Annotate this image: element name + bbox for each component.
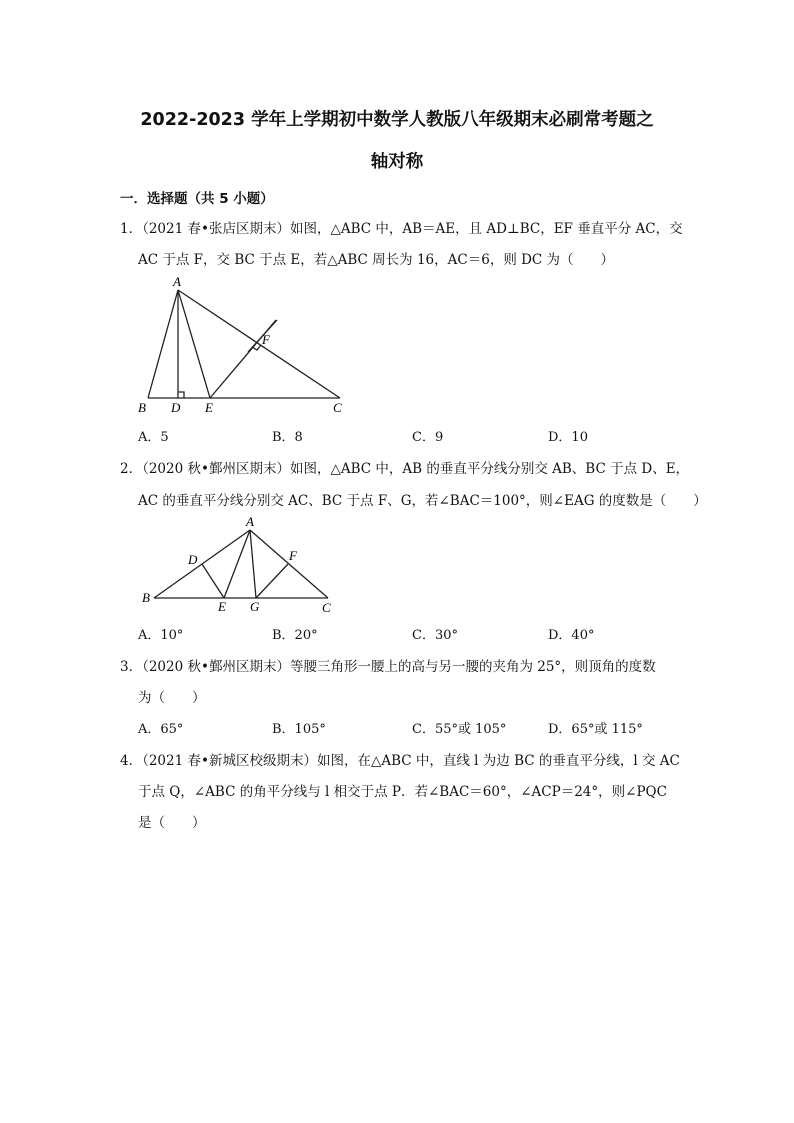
fig1-label-c: C (333, 400, 342, 415)
fig1-label-d: D (171, 400, 181, 415)
question-2-line-2: AC 的垂直平分线分别交 AC、BC 于点 F、G，若∠BAC＝100°，则∠EAG 的度数是（ ） (138, 493, 707, 509)
fig2-label-f: F (289, 548, 297, 563)
question-2-line-1: 2．（2020 秋•鄞州区期末）如图，△ABC 中，AB 的垂直平分线分别交 AB、BC 于点 D、E， (120, 461, 690, 477)
q2-option-b: B．20° (272, 628, 318, 643)
q3-option-d: D．65°或 115° (548, 722, 643, 737)
q3-option-c: C．55°或 105° (412, 722, 507, 737)
document-title-line-2: 轴对称 (370, 152, 424, 172)
fig2-label-g: G (250, 599, 260, 614)
fig1-label-a: A (173, 274, 181, 289)
question-2-figure (136, 512, 346, 616)
fig2-label-d: D (188, 552, 198, 567)
question-3-line-2: 为（ ） (138, 690, 206, 706)
fig1-label-e: E (205, 400, 213, 415)
question-4-line-2: 于点 Q，∠ABC 的角平分线与 l 相交于点 P．若∠BAC＝60°，∠ACP＝24°，则∠PQC (138, 784, 667, 800)
fig1-label-b: B (138, 400, 146, 415)
q1-option-b: B．8 (272, 430, 303, 445)
question-1-line-1: 1．（2021 春•张店区期末）如图，△ABC 中，AB＝AE，且 AD⊥BC，EF 垂直平分 AC，交 (120, 221, 683, 237)
fig2-label-b: B (142, 590, 150, 605)
q3-option-b: B．105° (272, 722, 326, 737)
fig2-label-a: A (246, 514, 254, 529)
q2-option-d: D．40° (548, 628, 595, 643)
section-heading: 一．选择题（共 5 小题） (120, 191, 274, 207)
fig2-label-c: C (322, 600, 331, 615)
q1-option-a: A．5 (138, 430, 169, 445)
q3-option-a: A．65° (138, 722, 184, 737)
question-4-line-3: 是（ ） (138, 815, 206, 831)
fig2-label-e: E (218, 599, 226, 614)
question-1-line-2: AC 于点 F，交 BC 于点 E，若△ABC 周长为 16，AC＝6，则 DC 为（ ） (138, 252, 615, 268)
q1-option-d: D．10 (548, 430, 588, 445)
q1-option-c: C．9 (412, 430, 444, 445)
question-4-line-1: 4．（2021 春•新城区校级期末）如图，在△ABC 中，直线 l 为边 BC 的垂直平分线，l 交 AC (120, 753, 680, 769)
q2-option-a: A．10° (138, 628, 184, 643)
question-1-figure (130, 272, 360, 418)
question-3-line-1: 3．（2020 秋•鄞州区期末）等腰三角形一腰上的高与另一腰的夹角为 25°，则顶角的度数 (120, 659, 656, 675)
fig1-label-f: F (262, 332, 270, 347)
q2-option-c: C．30° (412, 628, 458, 643)
document-title-line-1: 2022-2023 学年上学期初中数学人教版八年级期末必刷常考题之 (140, 110, 654, 130)
